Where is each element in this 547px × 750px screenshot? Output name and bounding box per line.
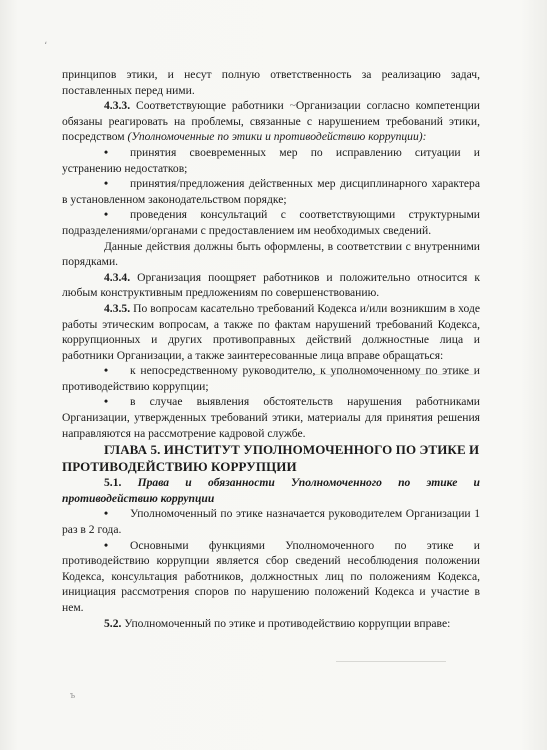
bleed-through-line: [336, 661, 446, 662]
bullet-icon: •: [104, 538, 109, 552]
paragraph-4-3-4: [62, 270, 480, 301]
clause-number: 4.3.4.: [104, 270, 131, 284]
section-title: Права и обязанности Уполномоченного по этике и противодействию коррупции: [62, 476, 480, 505]
bullet-text: принятия своевременных мер по исправлению ситуации и устранению недостатков;: [62, 145, 480, 175]
bullet-text: Основными функциями Уполномоченного по этике и противодействию коррупции является сбор сведений несоблюдения положении Кодекса, консультация работников, должностных лиц по положениям Кодекса, инициация рассмотрения споров по нарушению положений Кодекса и участие в нем.: [62, 538, 480, 614]
bullet-item: [62, 176, 480, 207]
clause-number: 4.3.3.: [104, 99, 131, 113]
bullet-icon: •: [104, 364, 109, 378]
bullet-icon: •: [104, 395, 109, 409]
bullet-item: [62, 145, 480, 176]
paragraph-text: Уполномоченный по этике и противодействию коррупции вправе:: [121, 616, 451, 630]
bullet-text: в случае выявления обстоятельств нарушения работниками Организации, утвержденных требований этики, материалы для принятия решения направляются на рассмотрение кадровой службе.: [62, 395, 480, 440]
paragraph-text: Соответствующие работники: [130, 99, 290, 113]
bullet-item: [62, 207, 480, 238]
bullet-text: Уполномоченный по этике назначается руководителем Организации 1 раз в 2 года.: [62, 507, 480, 537]
paragraph: принципов этики, и несут полную ответственность за реализацию задач, поставленных перед ними.: [62, 68, 480, 97]
bullet-text: принятия/предложения действенных мер дисциплинарного характера в установленном законодательством порядке;: [62, 177, 480, 206]
clause-number: 4.3.5.: [104, 301, 131, 315]
paragraph-text: По вопросам касательно требований Кодекса и/или возникшим в ходе работы этическим вопросам, а также по фактам нарушений требований Кодекса, коррупционных и других противоправных действий должностные лица и работники Организации, а также заинтересованные лица вправе обращаться:: [62, 301, 480, 362]
section-number: 5.2.: [104, 616, 122, 630]
italic-note: (Уполномоченные по этики и противодействию коррупции):: [127, 130, 427, 144]
bullet-icon: •: [104, 177, 109, 191]
section-heading-5-1: [62, 475, 480, 506]
paragraph: Данные действия должны быть оформлены, в соответствии с внутренними порядками.: [62, 239, 480, 269]
paragraph-4-3-3: [62, 98, 480, 145]
chapter-heading: ГЛАВА 5. ИНСТИТУТ УПОЛНОМОЧЕННОГО ПО ЭТИКЕ И ПРОТИВОДЕЙСТВИЮ КОРРУПЦИИ: [62, 442, 480, 475]
bullet-text: к непосредственному руководителю, к уполномоченному по этике и противодействию коррупции;: [62, 364, 480, 393]
bullet-icon: •: [104, 208, 109, 222]
paragraph-4-3-5: [62, 301, 480, 363]
bullet-item: [62, 538, 480, 616]
document-body: [62, 67, 480, 631]
scan-mark-inline: ~: [289, 99, 296, 113]
scan-mark: ъ: [70, 690, 76, 701]
bullet-icon: •: [104, 507, 109, 521]
scan-mark: ،: [44, 36, 48, 47]
bullet-item: [62, 363, 480, 394]
section-number: 5.1.: [104, 476, 122, 490]
bullet-item: [62, 394, 480, 441]
paragraph-text: Организация поощряет работников и положительно относится к любым конструктивным предложениям по совершенствованию.: [62, 270, 480, 300]
bullet-text: проведения консультаций с соответствующими структурными подразделениями/органами с предоставлением им необходимых сведений.: [62, 208, 480, 237]
paragraph-text: Организации согласно компетенции обязаны реагировать на проблемы, связанные с нарушением требований этики, посредством: [62, 99, 480, 144]
bullet-item: [62, 506, 480, 537]
paragraph-5-2: [62, 616, 480, 632]
bullet-icon: •: [104, 145, 109, 159]
